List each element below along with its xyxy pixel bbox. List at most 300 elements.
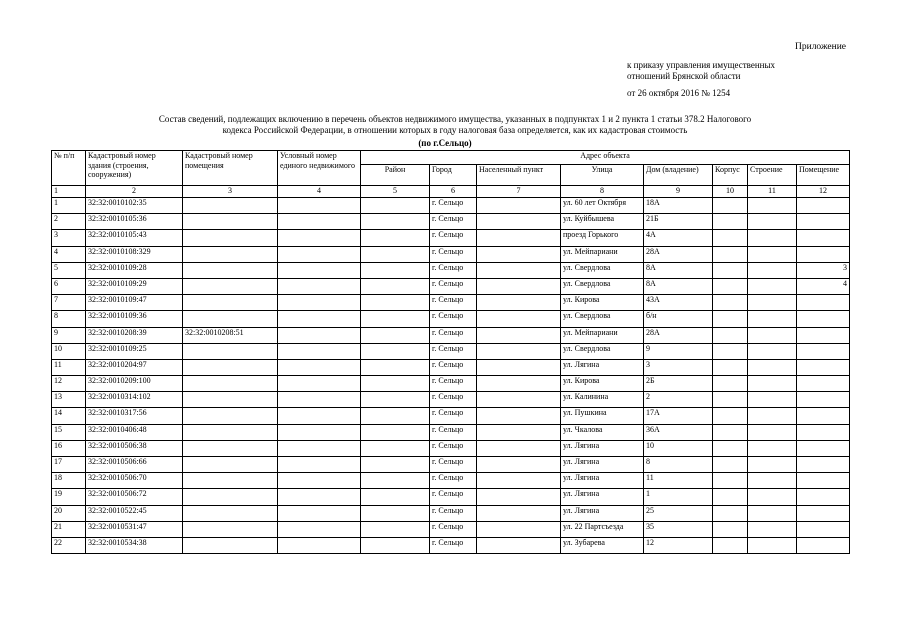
cell-cadastral-room: 32:32:0010208:51 xyxy=(183,327,278,343)
table-row xyxy=(52,278,850,294)
cell-settlement xyxy=(477,230,561,246)
cell-num: 5 xyxy=(52,262,86,278)
cell-stroenie xyxy=(748,408,797,424)
cell-district xyxy=(361,278,430,294)
table-row xyxy=(52,359,850,375)
order-date: от 26 октября 2016 № 1254 xyxy=(627,88,731,98)
cell-cadastral-room xyxy=(183,295,278,311)
cell-street: ул. Кирова xyxy=(561,295,644,311)
column-number-cell: 7 xyxy=(477,186,561,198)
cell-street: ул. Лягина xyxy=(561,457,644,473)
cell-district xyxy=(361,376,430,392)
cell-cadastral-room xyxy=(183,311,278,327)
table-row xyxy=(52,198,850,214)
header-district: Район xyxy=(361,165,430,186)
cell-cadastral-building: 32:32:0010506:72 xyxy=(86,489,183,505)
cell-settlement xyxy=(477,424,561,440)
cell-korpus xyxy=(713,295,748,311)
document-subtitle: (по г.Сельцо) xyxy=(418,138,472,148)
cell-korpus xyxy=(713,230,748,246)
table-row xyxy=(52,262,850,278)
cell-conditional-number xyxy=(278,505,361,521)
cell-house: 43А xyxy=(644,295,713,311)
cell-conditional-number xyxy=(278,424,361,440)
cell-district xyxy=(361,214,430,230)
cell-house: 35 xyxy=(644,521,713,537)
cell-house: 8 xyxy=(644,457,713,473)
cell-stroenie xyxy=(748,230,797,246)
cell-settlement xyxy=(477,278,561,294)
cell-house: 2Б xyxy=(644,376,713,392)
cell-street: ул. Калинина xyxy=(561,392,644,408)
cell-conditional-number xyxy=(278,359,361,375)
cell-cadastral-building: 32:32:0010314:102 xyxy=(86,392,183,408)
cell-num: 19 xyxy=(52,489,86,505)
cell-conditional-number xyxy=(278,440,361,456)
cell-cadastral-room xyxy=(183,521,278,537)
cell-korpus xyxy=(713,327,748,343)
cell-cadastral-building: 32:32:0010102:35 xyxy=(86,198,183,214)
cell-conditional-number xyxy=(278,311,361,327)
cell-settlement xyxy=(477,376,561,392)
cell-street: ул. Лягина xyxy=(561,440,644,456)
table-row xyxy=(52,440,850,456)
cell-stroenie xyxy=(748,295,797,311)
cell-district xyxy=(361,489,430,505)
cell-korpus xyxy=(713,489,748,505)
cell-stroenie xyxy=(748,392,797,408)
cell-room xyxy=(797,489,850,505)
cell-num: 11 xyxy=(52,359,86,375)
cell-street: ул. Куйбышева xyxy=(561,214,644,230)
cell-street: ул. Зубарева xyxy=(561,537,644,553)
cell-room xyxy=(797,230,850,246)
cell-city: г. Сельцо xyxy=(430,198,477,214)
cell-room xyxy=(797,424,850,440)
cell-conditional-number xyxy=(278,278,361,294)
cell-conditional-number xyxy=(278,198,361,214)
appendix-label: Приложение xyxy=(795,42,846,52)
table-header-row xyxy=(52,151,850,165)
cell-district xyxy=(361,311,430,327)
cell-stroenie xyxy=(748,537,797,553)
cell-num: 22 xyxy=(52,537,86,553)
cell-num: 9 xyxy=(52,327,86,343)
cell-stroenie xyxy=(748,440,797,456)
cell-stroenie xyxy=(748,198,797,214)
cell-street: ул. Пушкина xyxy=(561,408,644,424)
cell-street: ул. Свердлова xyxy=(561,343,644,359)
cell-cadastral-building: 32:32:0010522:45 xyxy=(86,505,183,521)
order-reference xyxy=(627,60,807,82)
cell-conditional-number xyxy=(278,343,361,359)
property-table xyxy=(51,150,850,554)
cell-district xyxy=(361,473,430,489)
cell-settlement xyxy=(477,262,561,278)
cell-room xyxy=(797,521,850,537)
cell-settlement xyxy=(477,359,561,375)
cell-settlement xyxy=(477,505,561,521)
cell-korpus xyxy=(713,214,748,230)
cell-city: г. Сельцо xyxy=(430,473,477,489)
header-room: Помещение xyxy=(797,165,850,186)
cell-house: 1 xyxy=(644,489,713,505)
cell-district xyxy=(361,246,430,262)
cell-house: 12 xyxy=(644,537,713,553)
cell-cadastral-room xyxy=(183,424,278,440)
cell-city: г. Сельцо xyxy=(430,489,477,505)
cell-korpus xyxy=(713,343,748,359)
cell-conditional-number xyxy=(278,392,361,408)
cell-cadastral-room xyxy=(183,489,278,505)
cell-conditional-number xyxy=(278,521,361,537)
cell-cadastral-building: 32:32:0010105:36 xyxy=(86,214,183,230)
cell-street: ул. Мейпариани xyxy=(561,246,644,262)
cell-num: 1 xyxy=(52,198,86,214)
cell-stroenie xyxy=(748,424,797,440)
cell-num: 14 xyxy=(52,408,86,424)
cell-street: ул. Мейпариани xyxy=(561,327,644,343)
cell-korpus xyxy=(713,262,748,278)
cell-cadastral-room xyxy=(183,246,278,262)
column-number-cell: 11 xyxy=(748,186,797,198)
cell-num: 8 xyxy=(52,311,86,327)
cell-street: ул. Свердлова xyxy=(561,262,644,278)
cell-district xyxy=(361,408,430,424)
cell-stroenie xyxy=(748,246,797,262)
cell-city: г. Сельцо xyxy=(430,343,477,359)
cell-cadastral-building: 32:32:0010209:100 xyxy=(86,376,183,392)
cell-district xyxy=(361,537,430,553)
cell-house: 18А xyxy=(644,198,713,214)
table-row xyxy=(52,343,850,359)
cell-district xyxy=(361,230,430,246)
cell-conditional-number xyxy=(278,246,361,262)
cell-city: г. Сельцо xyxy=(430,230,477,246)
column-number-cell: 6 xyxy=(430,186,477,198)
cell-cadastral-building: 32:32:0010109:29 xyxy=(86,278,183,294)
cell-korpus xyxy=(713,359,748,375)
cell-settlement xyxy=(477,489,561,505)
cell-settlement xyxy=(477,408,561,424)
cell-cadastral-room xyxy=(183,473,278,489)
cell-district xyxy=(361,343,430,359)
column-number-cell: 3 xyxy=(183,186,278,198)
cell-stroenie xyxy=(748,311,797,327)
cell-cadastral-building: 32:32:0010204:97 xyxy=(86,359,183,375)
cell-room xyxy=(797,214,850,230)
cell-korpus xyxy=(713,246,748,262)
cell-house: 25 xyxy=(644,505,713,521)
cell-cadastral-building: 32:32:0010506:66 xyxy=(86,457,183,473)
cell-city: г. Сельцо xyxy=(430,440,477,456)
table-row xyxy=(52,408,850,424)
cell-korpus xyxy=(713,521,748,537)
cell-num: 20 xyxy=(52,505,86,521)
table-row xyxy=(52,473,850,489)
cell-conditional-number xyxy=(278,376,361,392)
cell-cadastral-room xyxy=(183,376,278,392)
cell-street: проезд Горького xyxy=(561,230,644,246)
cell-num: 4 xyxy=(52,246,86,262)
cell-conditional-number xyxy=(278,230,361,246)
cell-cadastral-room xyxy=(183,198,278,214)
cell-room: 4 xyxy=(797,278,850,294)
cell-house: 8А xyxy=(644,262,713,278)
cell-settlement xyxy=(477,214,561,230)
cell-room xyxy=(797,457,850,473)
cell-room xyxy=(797,408,850,424)
cell-cadastral-room xyxy=(183,359,278,375)
table-row xyxy=(52,246,850,262)
cell-district xyxy=(361,295,430,311)
cell-cadastral-room xyxy=(183,537,278,553)
column-number-cell: 5 xyxy=(361,186,430,198)
cell-house: 10 xyxy=(644,440,713,456)
cell-city: г. Сельцо xyxy=(430,392,477,408)
header-settlement: Населенный пункт xyxy=(477,165,561,186)
cell-house: 4А xyxy=(644,230,713,246)
table-row xyxy=(52,327,850,343)
column-number-cell: 4 xyxy=(278,186,361,198)
cell-cadastral-building: 32:32:0010109:47 xyxy=(86,295,183,311)
cell-korpus xyxy=(713,505,748,521)
cell-korpus xyxy=(713,278,748,294)
cell-city: г. Сельцо xyxy=(430,376,477,392)
column-number-cell: 2 xyxy=(86,186,183,198)
cell-conditional-number xyxy=(278,408,361,424)
cell-conditional-number xyxy=(278,295,361,311)
table-row xyxy=(52,457,850,473)
cell-city: г. Сельцо xyxy=(430,537,477,553)
cell-settlement xyxy=(477,311,561,327)
cell-house: б/н xyxy=(644,311,713,327)
cell-room xyxy=(797,327,850,343)
table-row xyxy=(52,295,850,311)
cell-street: ул. Свердлова xyxy=(561,311,644,327)
cell-house: 36А xyxy=(644,424,713,440)
table-row xyxy=(52,505,850,521)
cell-house: 28А xyxy=(644,327,713,343)
cell-korpus xyxy=(713,198,748,214)
cell-stroenie xyxy=(748,521,797,537)
cell-house: 9 xyxy=(644,343,713,359)
cell-num: 6 xyxy=(52,278,86,294)
cell-district xyxy=(361,521,430,537)
cell-district xyxy=(361,505,430,521)
cell-korpus xyxy=(713,473,748,489)
header-house: Дом (владение) xyxy=(644,165,713,186)
cell-korpus xyxy=(713,440,748,456)
table-row xyxy=(52,424,850,440)
cell-cadastral-building: 32:32:0010108:329 xyxy=(86,246,183,262)
cell-korpus xyxy=(713,376,748,392)
cell-street: ул. Свердлова xyxy=(561,278,644,294)
cell-street: ул. Лягина xyxy=(561,359,644,375)
header-address: Адрес объекта xyxy=(361,151,850,165)
cell-district xyxy=(361,327,430,343)
table-row xyxy=(52,214,850,230)
column-number-cell: 10 xyxy=(713,186,748,198)
cell-num: 15 xyxy=(52,424,86,440)
cell-street: ул. Лягина xyxy=(561,489,644,505)
cell-num: 12 xyxy=(52,376,86,392)
cell-settlement xyxy=(477,343,561,359)
header-cadastral-room: Кадастровый номер помещения xyxy=(183,151,278,186)
cell-stroenie xyxy=(748,376,797,392)
cell-settlement xyxy=(477,440,561,456)
cell-city: г. Сельцо xyxy=(430,521,477,537)
cell-stroenie xyxy=(748,489,797,505)
header-cadastral-building: Кадастровый номер здания (строения, сооружения) xyxy=(86,151,183,186)
cell-city: г. Сельцо xyxy=(430,327,477,343)
cell-conditional-number xyxy=(278,473,361,489)
column-number-row xyxy=(52,186,850,198)
cell-cadastral-building: 32:32:0010109:25 xyxy=(86,343,183,359)
document-title-line1: Состав сведений, подлежащих включению в перечень объектов недвижимого имущества, указанных в подпунктах 1 и 2 пункта 1 статьи 378.2 Налогового xyxy=(158,114,752,124)
cell-cadastral-building: 32:32:0010506:70 xyxy=(86,473,183,489)
cell-street: ул. Чкалова xyxy=(561,424,644,440)
header-korpus: Корпус xyxy=(713,165,748,186)
cell-room xyxy=(797,440,850,456)
header-stroenie: Строение xyxy=(748,165,797,186)
cell-room: 3 xyxy=(797,262,850,278)
cell-conditional-number xyxy=(278,327,361,343)
header-street: Улица xyxy=(561,165,644,186)
cell-settlement xyxy=(477,457,561,473)
cell-district xyxy=(361,198,430,214)
cell-stroenie xyxy=(748,505,797,521)
cell-city: г. Сельцо xyxy=(430,457,477,473)
cell-city: г. Сельцо xyxy=(430,262,477,278)
cell-stroenie xyxy=(748,343,797,359)
cell-house: 2 xyxy=(644,392,713,408)
cell-cadastral-room xyxy=(183,343,278,359)
cell-settlement xyxy=(477,295,561,311)
cell-room xyxy=(797,505,850,521)
table-row xyxy=(52,311,850,327)
cell-num: 17 xyxy=(52,457,86,473)
cell-city: г. Сельцо xyxy=(430,359,477,375)
cell-room xyxy=(797,246,850,262)
cell-stroenie xyxy=(748,278,797,294)
cell-cadastral-room xyxy=(183,505,278,521)
cell-street: ул. Лягина xyxy=(561,505,644,521)
cell-house: 21Б xyxy=(644,214,713,230)
cell-settlement xyxy=(477,392,561,408)
header-city: Город xyxy=(430,165,477,186)
table-row xyxy=(52,537,850,553)
cell-district xyxy=(361,392,430,408)
cell-stroenie xyxy=(748,214,797,230)
cell-district xyxy=(361,457,430,473)
cell-num: 16 xyxy=(52,440,86,456)
cell-num: 7 xyxy=(52,295,86,311)
cell-cadastral-room xyxy=(183,392,278,408)
cell-street: ул. Лягина xyxy=(561,473,644,489)
cell-room xyxy=(797,198,850,214)
cell-city: г. Сельцо xyxy=(430,278,477,294)
cell-district xyxy=(361,262,430,278)
cell-stroenie xyxy=(748,359,797,375)
cell-num: 21 xyxy=(52,521,86,537)
order-reference-line1: к приказу управления имущественных xyxy=(627,60,776,70)
cell-num: 2 xyxy=(52,214,86,230)
cell-num: 10 xyxy=(52,343,86,359)
cell-conditional-number xyxy=(278,214,361,230)
cell-cadastral-building: 32:32:0010531:47 xyxy=(86,521,183,537)
document-title xyxy=(125,114,785,136)
cell-cadastral-building: 32:32:0010208:39 xyxy=(86,327,183,343)
cell-cadastral-room xyxy=(183,230,278,246)
cell-cadastral-room xyxy=(183,440,278,456)
order-reference-line2: отношений Брянской области xyxy=(627,71,741,81)
cell-cadastral-room xyxy=(183,408,278,424)
cell-street: ул. Кирова xyxy=(561,376,644,392)
cell-house: 11 xyxy=(644,473,713,489)
cell-cadastral-building: 32:32:0010406:48 xyxy=(86,424,183,440)
cell-city: г. Сельцо xyxy=(430,311,477,327)
cell-house: 8А xyxy=(644,278,713,294)
cell-cadastral-room xyxy=(183,278,278,294)
table-row xyxy=(52,230,850,246)
cell-cadastral-building: 32:32:0010534:38 xyxy=(86,537,183,553)
cell-cadastral-room xyxy=(183,214,278,230)
cell-city: г. Сельцо xyxy=(430,295,477,311)
cell-cadastral-building: 32:32:0010109:36 xyxy=(86,311,183,327)
cell-settlement xyxy=(477,327,561,343)
cell-room xyxy=(797,376,850,392)
cell-settlement xyxy=(477,521,561,537)
cell-conditional-number xyxy=(278,457,361,473)
cell-house: 17А xyxy=(644,408,713,424)
cell-cadastral-room xyxy=(183,262,278,278)
cell-conditional-number xyxy=(278,537,361,553)
cell-korpus xyxy=(713,537,748,553)
cell-room xyxy=(797,537,850,553)
cell-korpus xyxy=(713,392,748,408)
cell-num: 13 xyxy=(52,392,86,408)
column-number-cell: 9 xyxy=(644,186,713,198)
cell-cadastral-building: 32:32:0010105:43 xyxy=(86,230,183,246)
cell-stroenie xyxy=(748,457,797,473)
cell-room xyxy=(797,473,850,489)
cell-conditional-number xyxy=(278,489,361,505)
table-row xyxy=(52,489,850,505)
cell-city: г. Сельцо xyxy=(430,408,477,424)
column-number-cell: 12 xyxy=(797,186,850,198)
cell-room xyxy=(797,343,850,359)
cell-room xyxy=(797,311,850,327)
cell-house: 28А xyxy=(644,246,713,262)
column-number-cell: 1 xyxy=(52,186,86,198)
table-row xyxy=(52,392,850,408)
cell-street: ул. 60 лет Октября xyxy=(561,198,644,214)
cell-stroenie xyxy=(748,473,797,489)
cell-district xyxy=(361,359,430,375)
cell-city: г. Сельцо xyxy=(430,505,477,521)
cell-settlement xyxy=(477,537,561,553)
cell-city: г. Сельцо xyxy=(430,246,477,262)
cell-korpus xyxy=(713,408,748,424)
cell-settlement xyxy=(477,473,561,489)
table-row xyxy=(52,376,850,392)
cell-stroenie xyxy=(748,262,797,278)
cell-num: 3 xyxy=(52,230,86,246)
cell-korpus xyxy=(713,424,748,440)
cell-settlement xyxy=(477,198,561,214)
table-row xyxy=(52,521,850,537)
